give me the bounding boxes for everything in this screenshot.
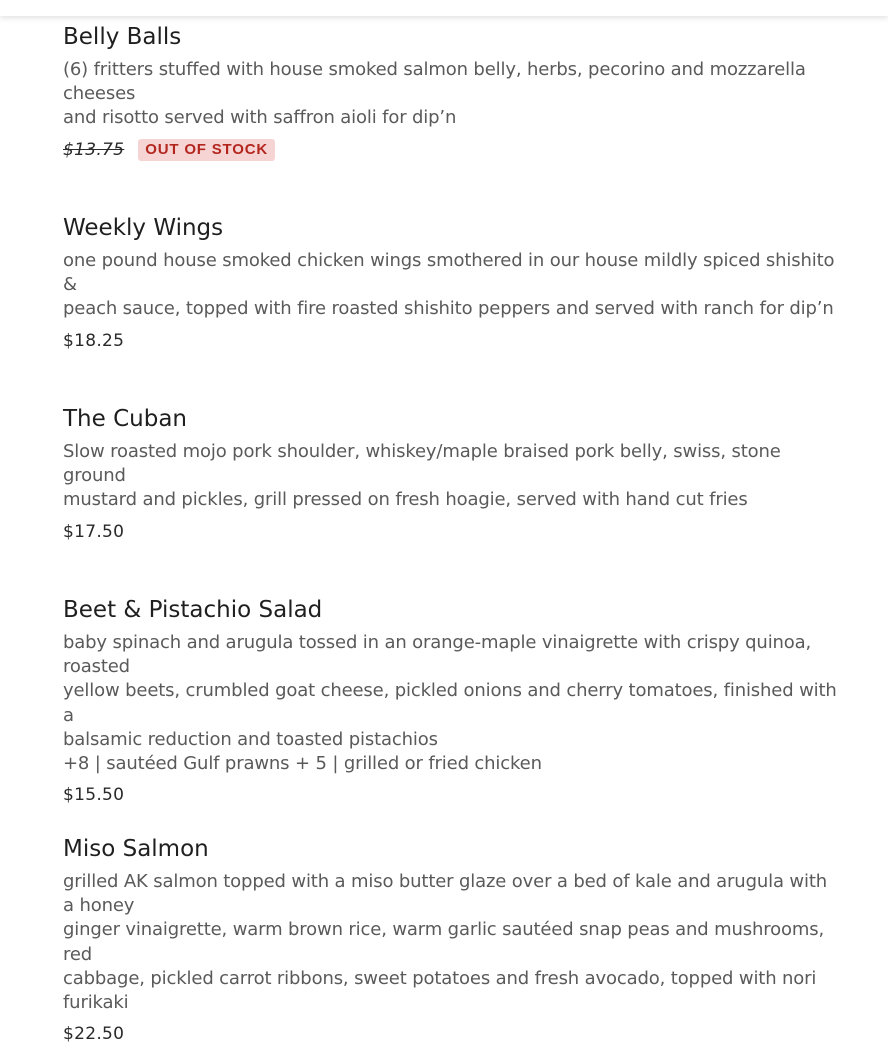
price-row bbox=[63, 137, 843, 163]
menu-item-beet-pistachio-salad[interactable] bbox=[63, 593, 843, 808]
item-price: $15.50 bbox=[63, 785, 125, 806]
item-price: $22.50 bbox=[63, 1024, 125, 1045]
item-price: $13.75 bbox=[63, 139, 125, 160]
menu-item-weekly-wings[interactable] bbox=[63, 211, 843, 354]
item-description: Slow roasted mojo pork shoulder, whiskey/maple braised pork belly, swiss, stone ground mustard and pickles, grill pressed on fresh hoagie, served with hand cut fries bbox=[63, 441, 781, 511]
item-description: baby spinach and arugula tossed in an orange-maple vinaigrette with crispy quinoa, roasted yellow beets, crumbled goat cheese, pickled onions and cherry tomatoes, finished with a balsamic reduction and toasted pistachios +8 | sautéed Gulf prawns + 5 | grilled or fried chicken bbox=[63, 632, 837, 775]
item-price: $18.25 bbox=[63, 330, 125, 351]
item-name: The Cuban bbox=[63, 406, 187, 432]
item-name: Beet & Pistachio Salad bbox=[63, 597, 323, 623]
menu-item-belly-balls[interactable] bbox=[63, 20, 843, 163]
item-name: Belly Balls bbox=[63, 24, 182, 50]
item-description: grilled AK salmon topped with a miso butter glaze over a bed of kale and arugula with a honey ginger vinaigrette, warm brown rice, warm garlic sautéed snap peas and mushrooms, red cabbage, pickled carrot ribbons, sweet potatoes and fresh avocado, topped with nori furikaki bbox=[63, 871, 827, 1014]
item-price: $17.50 bbox=[63, 521, 125, 542]
header-bar-edge bbox=[0, 0, 888, 16]
price-row bbox=[63, 328, 843, 354]
item-name: Miso Salmon bbox=[63, 836, 209, 862]
item-name: Weekly Wings bbox=[63, 215, 224, 241]
item-description: one pound house smoked chicken wings smothered in our house mildly spiced shishito & peach sauce, topped with fire roasted shishito peppers and served with ranch for dip’n bbox=[63, 250, 835, 320]
price-row bbox=[63, 1021, 843, 1047]
price-row bbox=[63, 519, 843, 545]
menu-item-the-cuban[interactable] bbox=[63, 402, 843, 545]
out-of-stock-badge: OUT OF STOCK bbox=[138, 139, 275, 161]
price-row bbox=[63, 782, 843, 808]
menu-item-miso-salmon[interactable] bbox=[63, 832, 843, 1047]
item-description: (6) fritters stuffed with house smoked salmon belly, herbs, pecorino and mozzarella cheeses and risotto served with saffron aioli for dip’n bbox=[63, 59, 806, 129]
